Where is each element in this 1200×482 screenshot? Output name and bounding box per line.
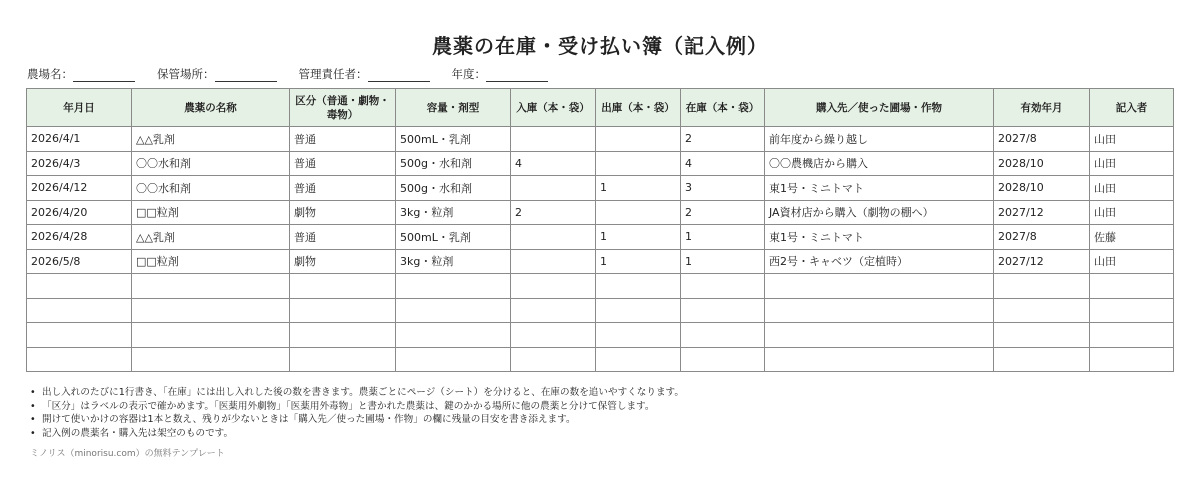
blank-cell-pesticide-name[interactable] bbox=[132, 298, 290, 323]
cell-date[interactable]: 2026/4/3 bbox=[27, 151, 132, 176]
storage-location-label: 保管場所： bbox=[157, 67, 215, 81]
cell-supplier-field[interactable]: 西2号・キャベツ（定植時） bbox=[765, 249, 994, 274]
blank-cell-pesticide-name[interactable] bbox=[132, 323, 290, 348]
cell-expiry[interactable]: 2027/12 bbox=[994, 200, 1090, 225]
cell-recorder[interactable]: 山田 bbox=[1090, 249, 1174, 274]
table-row bbox=[27, 151, 1174, 176]
cell-recorder[interactable]: 山田 bbox=[1090, 127, 1174, 152]
cell-received[interactable] bbox=[511, 225, 596, 250]
cell-issued[interactable] bbox=[596, 151, 681, 176]
blank-cell-received[interactable] bbox=[511, 347, 596, 372]
fiscal-year-field[interactable] bbox=[452, 66, 549, 82]
cell-stock[interactable]: 3 bbox=[681, 176, 765, 201]
blank-cell-received[interactable] bbox=[511, 323, 596, 348]
blank-cell-supplier-field[interactable] bbox=[765, 323, 994, 348]
blank-cell-volume-form[interactable] bbox=[396, 274, 511, 299]
blank-cell-category[interactable] bbox=[290, 298, 396, 323]
blank-cell-supplier-field[interactable] bbox=[765, 347, 994, 372]
cell-stock[interactable]: 1 bbox=[681, 225, 765, 250]
cell-category[interactable]: 普通 bbox=[290, 225, 396, 250]
blank-cell-recorder[interactable] bbox=[1090, 274, 1174, 299]
cell-volume-form[interactable]: 3kg・粒剤 bbox=[396, 200, 511, 225]
cell-expiry[interactable]: 2027/8 bbox=[994, 225, 1090, 250]
table-row bbox=[27, 200, 1174, 225]
manager-blank[interactable] bbox=[368, 70, 430, 82]
fiscal-year-blank[interactable] bbox=[486, 70, 548, 82]
table-header-row bbox=[27, 89, 1174, 127]
blank-cell-stock[interactable] bbox=[681, 323, 765, 348]
page-title: 農薬の在庫・受け払い簿（記入例） bbox=[432, 34, 768, 58]
blank-cell-issued[interactable] bbox=[596, 323, 681, 348]
blank-cell-received[interactable] bbox=[511, 298, 596, 323]
cell-issued[interactable]: 1 bbox=[596, 225, 681, 250]
cell-date[interactable]: 2026/4/20 bbox=[27, 200, 132, 225]
note-item: • 記入例の農薬名・購入先は架空のものです。 bbox=[30, 427, 684, 441]
blank-cell-pesticide-name[interactable] bbox=[132, 274, 290, 299]
notes-list bbox=[30, 386, 684, 440]
blank-cell-volume-form[interactable] bbox=[396, 298, 511, 323]
blank-cell-received[interactable] bbox=[511, 274, 596, 299]
blank-cell-stock[interactable] bbox=[681, 274, 765, 299]
cell-expiry[interactable]: 2027/12 bbox=[994, 249, 1090, 274]
inventory-ledger-table bbox=[26, 88, 1174, 372]
cell-received[interactable]: 2 bbox=[511, 200, 596, 225]
farm-name-field[interactable] bbox=[27, 66, 135, 82]
note-item: • 出し入れのたびに1行書き、「在庫」には出し入れした後の数を書きます。農薬ごとにページ（シート）を分けると、在庫の数を追いやすくなります。 bbox=[30, 386, 684, 400]
blank-cell-expiry[interactable] bbox=[994, 323, 1090, 348]
col-header-pesticide-name: 農薬の名称 bbox=[132, 89, 290, 127]
cell-issued[interactable]: 1 bbox=[596, 249, 681, 274]
cell-supplier-field[interactable]: 東1号・ミニトマト bbox=[765, 225, 994, 250]
cell-volume-form[interactable]: 500mL・乳剤 bbox=[396, 225, 511, 250]
cell-pesticide-name[interactable]: △△乳剤 bbox=[132, 127, 290, 152]
blank-cell-category[interactable] bbox=[290, 274, 396, 299]
cell-received[interactable] bbox=[511, 127, 596, 152]
cell-issued[interactable]: 1 bbox=[596, 176, 681, 201]
blank-cell-pesticide-name[interactable] bbox=[132, 347, 290, 372]
blank-cell-expiry[interactable] bbox=[994, 298, 1090, 323]
blank-cell-category[interactable] bbox=[290, 323, 396, 348]
cell-stock[interactable]: 1 bbox=[681, 249, 765, 274]
cell-stock[interactable]: 2 bbox=[681, 127, 765, 152]
cell-category[interactable]: 劇物 bbox=[290, 200, 396, 225]
blank-table-row bbox=[27, 323, 1174, 348]
blank-cell-expiry[interactable] bbox=[994, 347, 1090, 372]
template-credit: ミノリス（minorisu.com）の無料テンプレート bbox=[30, 449, 225, 459]
cell-received[interactable]: 4 bbox=[511, 151, 596, 176]
blank-cell-stock[interactable] bbox=[681, 298, 765, 323]
blank-cell-expiry[interactable] bbox=[994, 274, 1090, 299]
col-header-issued: 出庫（本・袋） bbox=[596, 89, 681, 127]
cell-expiry[interactable]: 2027/8 bbox=[994, 127, 1090, 152]
cell-date[interactable]: 2026/5/8 bbox=[27, 249, 132, 274]
manager-field[interactable] bbox=[299, 66, 430, 82]
blank-cell-date[interactable] bbox=[27, 347, 132, 372]
cell-volume-form[interactable]: 500mL・乳剤 bbox=[396, 127, 511, 152]
cell-pesticide-name[interactable]: △△乳剤 bbox=[132, 225, 290, 250]
note-item: • 開けて使いかけの容器は1本と数え、残りが少ないときは「購入先／使った圃場・作物」の欄に残量の目安を書き添えます。 bbox=[30, 413, 684, 427]
cell-category[interactable]: 普通 bbox=[290, 176, 396, 201]
farm-name-label: 農場名： bbox=[27, 67, 73, 81]
table-row bbox=[27, 176, 1174, 201]
blank-cell-recorder[interactable] bbox=[1090, 298, 1174, 323]
blank-cell-category[interactable] bbox=[290, 347, 396, 372]
cell-recorder[interactable]: 山田 bbox=[1090, 176, 1174, 201]
cell-supplier-field[interactable]: 東1号・ミニトマト bbox=[765, 176, 994, 201]
storage-location-field[interactable] bbox=[157, 66, 277, 82]
table-row bbox=[27, 127, 1174, 152]
blank-table-row bbox=[27, 274, 1174, 299]
col-header-category: 区分（普通・劇物・毒物） bbox=[290, 89, 396, 127]
cell-received[interactable] bbox=[511, 176, 596, 201]
col-header-recorder: 記入者 bbox=[1090, 89, 1174, 127]
col-header-supplier-field: 購入先／使った圃場・作物 bbox=[765, 89, 994, 127]
cell-date[interactable]: 2026/4/28 bbox=[27, 225, 132, 250]
cell-volume-form[interactable]: 500g・水和剤 bbox=[396, 151, 511, 176]
cell-category[interactable]: 普通 bbox=[290, 151, 396, 176]
cell-issued[interactable] bbox=[596, 200, 681, 225]
table-row bbox=[27, 249, 1174, 274]
cell-pesticide-name[interactable]: 〇〇水和剤 bbox=[132, 176, 290, 201]
cell-date[interactable]: 2026/4/1 bbox=[27, 127, 132, 152]
blank-cell-issued[interactable] bbox=[596, 347, 681, 372]
col-header-received: 入庫（本・袋） bbox=[511, 89, 596, 127]
blank-table-row bbox=[27, 298, 1174, 323]
blank-cell-date[interactable] bbox=[27, 274, 132, 299]
cell-supplier-field[interactable]: 〇〇農機店から購入 bbox=[765, 151, 994, 176]
cell-issued[interactable] bbox=[596, 127, 681, 152]
blank-cell-date[interactable] bbox=[27, 298, 132, 323]
blank-cell-issued[interactable] bbox=[596, 274, 681, 299]
farm-name-blank[interactable] bbox=[73, 70, 135, 82]
blank-cell-volume-form[interactable] bbox=[396, 323, 511, 348]
storage-location-blank[interactable] bbox=[215, 70, 277, 82]
cell-volume-form[interactable]: 500g・水和剤 bbox=[396, 176, 511, 201]
blank-table-row bbox=[27, 347, 1174, 372]
col-header-volume-form: 容量・剤型 bbox=[396, 89, 511, 127]
cell-pesticide-name[interactable]: □□粒剤 bbox=[132, 249, 290, 274]
cell-pesticide-name[interactable]: 〇〇水和剤 bbox=[132, 151, 290, 176]
cell-supplier-field[interactable]: 前年度から繰り越し bbox=[765, 127, 994, 152]
blank-cell-supplier-field[interactable] bbox=[765, 298, 994, 323]
cell-supplier-field[interactable]: JA資材店から購入（劇物の棚へ） bbox=[765, 200, 994, 225]
cell-volume-form[interactable]: 3kg・粒剤 bbox=[396, 249, 511, 274]
cell-received[interactable] bbox=[511, 249, 596, 274]
blank-cell-stock[interactable] bbox=[681, 347, 765, 372]
meta-fields bbox=[27, 66, 570, 82]
cell-recorder[interactable]: 佐藤 bbox=[1090, 225, 1174, 250]
cell-recorder[interactable]: 山田 bbox=[1090, 200, 1174, 225]
cell-stock[interactable]: 4 bbox=[681, 151, 765, 176]
table-row bbox=[27, 225, 1174, 250]
blank-cell-recorder[interactable] bbox=[1090, 323, 1174, 348]
cell-expiry[interactable]: 2028/10 bbox=[994, 151, 1090, 176]
manager-label: 管理責任者： bbox=[298, 67, 368, 81]
cell-recorder[interactable]: 山田 bbox=[1090, 151, 1174, 176]
cell-expiry[interactable]: 2028/10 bbox=[994, 176, 1090, 201]
cell-category[interactable]: 劇物 bbox=[290, 249, 396, 274]
note-item: • 「区分」はラベルの表示で確かめます。「医薬用外劇物」「医薬用外毒物」と書かれた農薬は、鍵のかかる場所に他の農薬と分けて保管します。 bbox=[30, 400, 684, 414]
col-header-date: 年月日 bbox=[27, 89, 132, 127]
blank-cell-recorder[interactable] bbox=[1090, 347, 1174, 372]
cell-stock[interactable]: 2 bbox=[681, 200, 765, 225]
cell-pesticide-name[interactable]: □□粒剤 bbox=[132, 200, 290, 225]
cell-category[interactable]: 普通 bbox=[290, 127, 396, 152]
col-header-expiry: 有効年月 bbox=[994, 89, 1090, 127]
cell-date[interactable]: 2026/4/12 bbox=[27, 176, 132, 201]
fiscal-year-label: 年度： bbox=[451, 67, 486, 81]
blank-cell-date[interactable] bbox=[27, 323, 132, 348]
col-header-stock: 在庫（本・袋） bbox=[681, 89, 765, 127]
blank-cell-volume-form[interactable] bbox=[396, 347, 511, 372]
blank-cell-issued[interactable] bbox=[596, 298, 681, 323]
blank-cell-supplier-field[interactable] bbox=[765, 274, 994, 299]
